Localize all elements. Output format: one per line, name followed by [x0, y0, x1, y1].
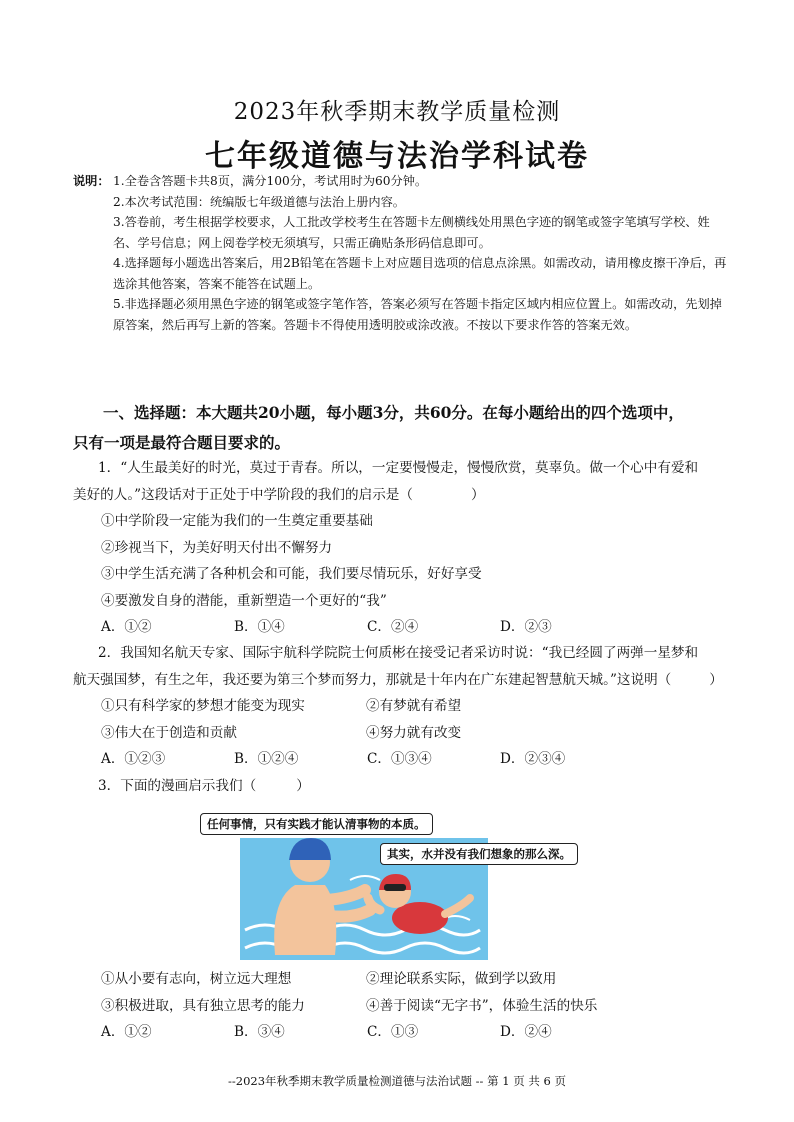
speech-bubble-child: 其实，水并没有我们想象的那么深。 — [380, 843, 578, 865]
choice-b: B．③④ — [234, 1024, 285, 1040]
choice-d: D．②④ — [500, 1024, 552, 1040]
statement-option: ④要激发自身的潜能，重新塑造一个更好的“我” — [101, 592, 387, 609]
answer-choices — [73, 746, 733, 773]
page-footer: --2023年秋季期末教学质量检测道德与法治试题 -- 第 1 页 共 6 页 — [227, 1074, 567, 1088]
question-stem: 2．我国知名航天专家、国际宇航科学院院士何质彬在接受记者采访时说：“我已经圆了两弹一星梦和 — [98, 645, 699, 661]
answer-choices — [73, 1019, 733, 1046]
answer-paren: ） — [471, 486, 485, 503]
question-stem-text: 3．下面的漫画启示我们（ — [98, 778, 257, 794]
choice-c: C．①③④ — [367, 751, 432, 767]
statement-option: ②珍视当下，为美好明天付出不懈努力 — [101, 539, 333, 556]
instruction-item: 5.非选择题必须用黑色字迹的钢笔或签字笔作答，答案必须写在答题卡指定区域内相应位置上。如需改动，先划掉原答案，然后再写上新的答案。答题卡不得使用透明胶或涂改液。不按以下要求作答的答案无效。 — [113, 297, 722, 332]
choice-b: B．①④ — [234, 619, 285, 635]
statement-option: ①从小要有志向，树立远大理想 — [101, 971, 292, 987]
statement-option: ①只有科学家的梦想才能变为现实 — [101, 698, 305, 714]
choice-c: C．②④ — [367, 619, 419, 635]
question-1 — [73, 455, 733, 641]
question-3 — [73, 773, 733, 800]
instructions-label: 说明： — [73, 174, 110, 188]
choice-d: D．②③ — [500, 619, 552, 635]
choice-a: A．①②③ — [101, 751, 166, 767]
statement-options — [73, 966, 733, 1019]
statement-options — [73, 693, 733, 746]
question-stem-cont — [73, 667, 733, 694]
exam-subtitle: 七年级道德与法治学科试卷 — [205, 139, 589, 174]
instructions — [73, 171, 733, 335]
question-stem: 1．“人生最美好的时光，莫过于青春。所以，一定要慢慢走，慢慢欣赏，莫辜负。做一个心中有爱和 — [98, 460, 699, 476]
question-3-options — [73, 966, 733, 1046]
instruction-item: 2.本次考试范围：统编版七年级道德与法治上册内容。 — [113, 194, 405, 209]
instruction-item: 4.选择题每小题选出答案后，用2B铅笔在答题卡上对应题目选项的信息点涂黑。如需改动，请用橡皮擦干净后，再选涂其他答案，答案不能答在试题上。 — [113, 256, 727, 291]
choice-b: B．①②④ — [234, 751, 299, 767]
statement-option: ③积极进取，具有独立思考的能力 — [101, 997, 305, 1014]
statement-option: ④努力就有改变 — [366, 724, 462, 741]
instruction-item: 3.答卷前，考生根据学校要求，人工批改学校考生在答题卡左侧横线处用黑色字迹的钢笔或签字笔填写学校、姓名、学号信息；网上阅卷学校无须填写，只需正确贴条形码信息即可。 — [113, 215, 710, 250]
instruction-item: 1.全卷含答题卡共8页，满分100分，考试用时为60分钟。 — [113, 174, 428, 188]
choice-d: D．②③④ — [500, 751, 566, 767]
section-heading — [73, 398, 733, 458]
choice-a: A．①② — [101, 1024, 152, 1040]
section-heading-line: 一、选择题：本大题共20小题，每小题3分，共60分。在每小题给出的四个选项中， — [103, 403, 684, 422]
answer-choices — [73, 614, 733, 641]
answer-paren: ） — [709, 671, 723, 688]
statement-option: ②有梦就有希望 — [366, 698, 462, 714]
statement-option: ④善于阅读“无字书”，体验生活的快乐 — [366, 997, 598, 1014]
exam-title: 2023年秋季期末教学质量检测 — [233, 99, 561, 125]
choice-a: A．①② — [101, 619, 152, 635]
speech-bubble-adult: 任何事情，只有实践才能认清事物的本质。 — [200, 813, 433, 835]
statement-option: ③伟大在于创造和贡献 — [101, 724, 237, 741]
statement-option: ②理论联系实际，做到学以致用 — [366, 971, 557, 987]
statement-option: ①中学阶段一定能为我们的一生奠定重要基础 — [101, 513, 373, 529]
statement-option: ③中学生活充满了各种机会和可能，我们要尽情玩乐，好好享受 — [101, 566, 482, 582]
answer-paren: ） — [296, 778, 310, 794]
question-stem-cont — [73, 482, 733, 509]
question-2 — [73, 640, 733, 773]
question-stem-cont — [73, 773, 733, 800]
choice-c: C．①③ — [367, 1024, 419, 1040]
question-stem-text: 航天强国梦，有生之年，我还要为第三个梦而努力，那就是十年内在广东建起智慧航天城。”这说明（ — [73, 671, 672, 688]
question-stem-text: 美好的人。”这段话对于正处于中学阶段的我们的启示是（ — [73, 486, 413, 503]
section-heading-line: 只有一项是最符合题目要求的。 — [73, 433, 291, 452]
